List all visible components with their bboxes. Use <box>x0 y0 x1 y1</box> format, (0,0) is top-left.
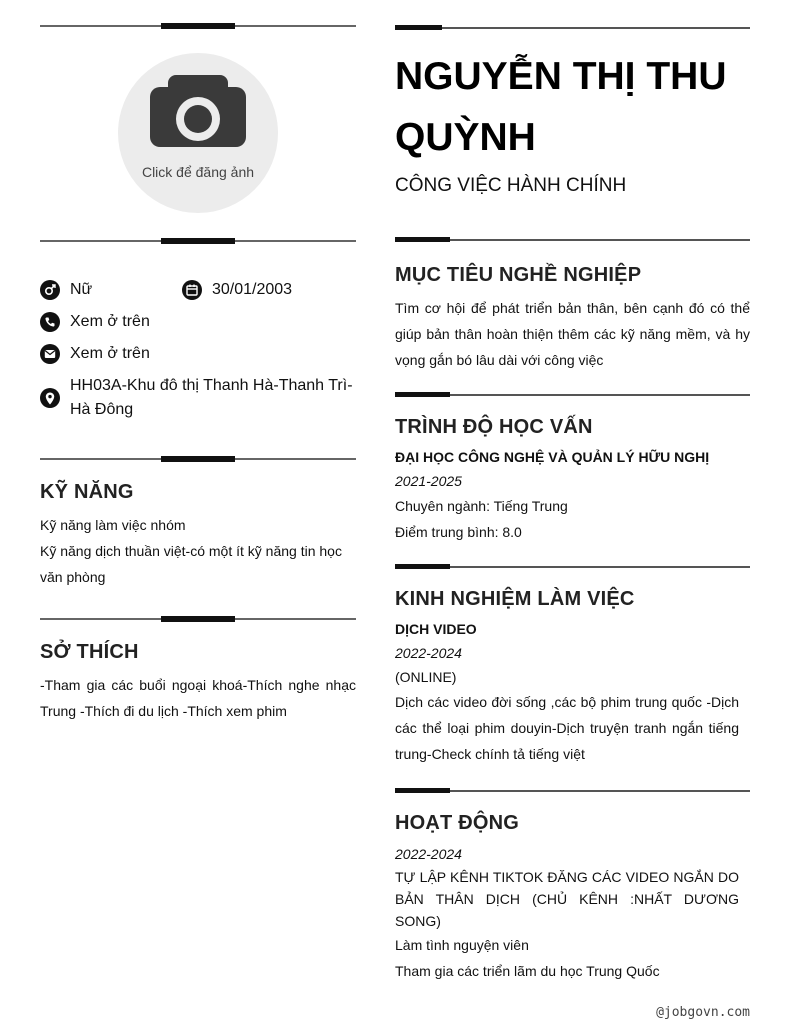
experience-description: Dịch các video đời sống ,các bộ phim trung quốc -Dịch các thể loại phim douyin-Dịch truyện tranh ngắn tiếng trung-Check chính tả tiếng việt <box>395 694 739 762</box>
phone-row <box>40 310 150 334</box>
email-row <box>40 342 150 366</box>
address-value: HH03A-Khu đô thị Thanh Hà-Thanh Trì-Hà Đông <box>70 377 353 418</box>
education-major: Chuyên ngành: Tiếng Trung <box>395 498 568 514</box>
activities-title: HOẠT ĐỘNG <box>395 812 520 834</box>
watermark: @jobgovn.com <box>656 1005 750 1020</box>
experience-mode: (ONLINE) <box>395 669 457 685</box>
education-gpa: Điểm trung bình: 8.0 <box>395 524 522 540</box>
address-row <box>40 374 356 422</box>
experience-entry <box>395 617 739 767</box>
divider <box>395 390 750 400</box>
phone-value: Xem ở trên <box>70 313 150 330</box>
divider <box>395 562 750 572</box>
divider <box>40 236 356 246</box>
email-value: Xem ở trên <box>70 345 150 362</box>
divider <box>395 23 750 33</box>
list-item: Làm tình nguyện viên <box>395 937 529 953</box>
activities-period: 2022-2024 <box>395 846 462 862</box>
location-pin-icon <box>40 388 60 408</box>
experience-role: DỊCH VIDEO <box>395 621 477 637</box>
education-period: 2021-2025 <box>395 473 462 489</box>
skills-title: KỸ NĂNG <box>40 481 134 503</box>
experience-title: KINH NGHIỆM LÀM VIỆC <box>395 588 635 610</box>
list-item: Kỹ năng dịch thuần việt-có một ít kỹ năng tin học văn phòng <box>40 543 342 585</box>
hobbies-text: -Tham gia các buổi ngoại khoá-Thích nghe nhạc Trung -Thích đi du lịch -Thích xem phim <box>40 677 356 719</box>
skills-list <box>40 512 356 590</box>
gender-row <box>40 278 92 302</box>
experience-period: 2022-2024 <box>395 645 462 661</box>
candidate-name: NGUYỄN THỊ THU QUỲNH <box>395 55 727 159</box>
school-name: ĐẠI HỌC CÔNG NGHỆ VÀ QUẢN LÝ HỮU NGHỊ <box>395 449 710 465</box>
birthdate-value: 30/01/2003 <box>212 281 293 298</box>
divider <box>40 21 356 31</box>
divider <box>40 614 356 624</box>
activities-headline: TỰ LẬP KÊNH TIKTOK ĐĂNG CÁC VIDEO NGẮN DO BẢN THÂN DỊCH (CHỦ KÊNH :NHẤT DƯƠNG SONG) <box>395 869 739 929</box>
profile-photo-upload[interactable] <box>118 53 278 213</box>
divider <box>395 786 750 796</box>
objective-text: Tìm cơ hội để phát triển bản thân, bên cạnh đó có thể giúp bản thân hoàn thiện thêm các kỹ năng mềm, và hy vọng gắn bó lâu dài với công việc <box>395 300 750 368</box>
gender-value: Nữ <box>70 281 93 298</box>
gender-icon <box>40 280 60 300</box>
photo-upload-label: Click để đăng ảnh <box>141 164 255 180</box>
objective-title: MỤC TIÊU NGHỀ NGHIỆP <box>395 264 642 286</box>
mail-icon <box>40 344 60 364</box>
camera-icon <box>150 75 246 147</box>
phone-icon <box>40 312 60 332</box>
calendar-icon <box>182 280 202 300</box>
education-entry <box>395 445 750 545</box>
activities-entry <box>395 842 739 984</box>
divider <box>395 235 750 245</box>
divider <box>40 454 356 464</box>
hobbies-title: SỞ THÍCH <box>40 641 139 663</box>
job-title: CÔNG VIỆC HÀNH CHÍNH <box>395 175 627 196</box>
education-title: TRÌNH ĐỘ HỌC VẤN <box>395 416 593 438</box>
list-item: Tham gia các triển lãm du học Trung Quốc <box>395 963 660 979</box>
list-item: Kỹ năng làm việc nhóm <box>40 517 186 533</box>
birthdate-row <box>182 278 292 302</box>
